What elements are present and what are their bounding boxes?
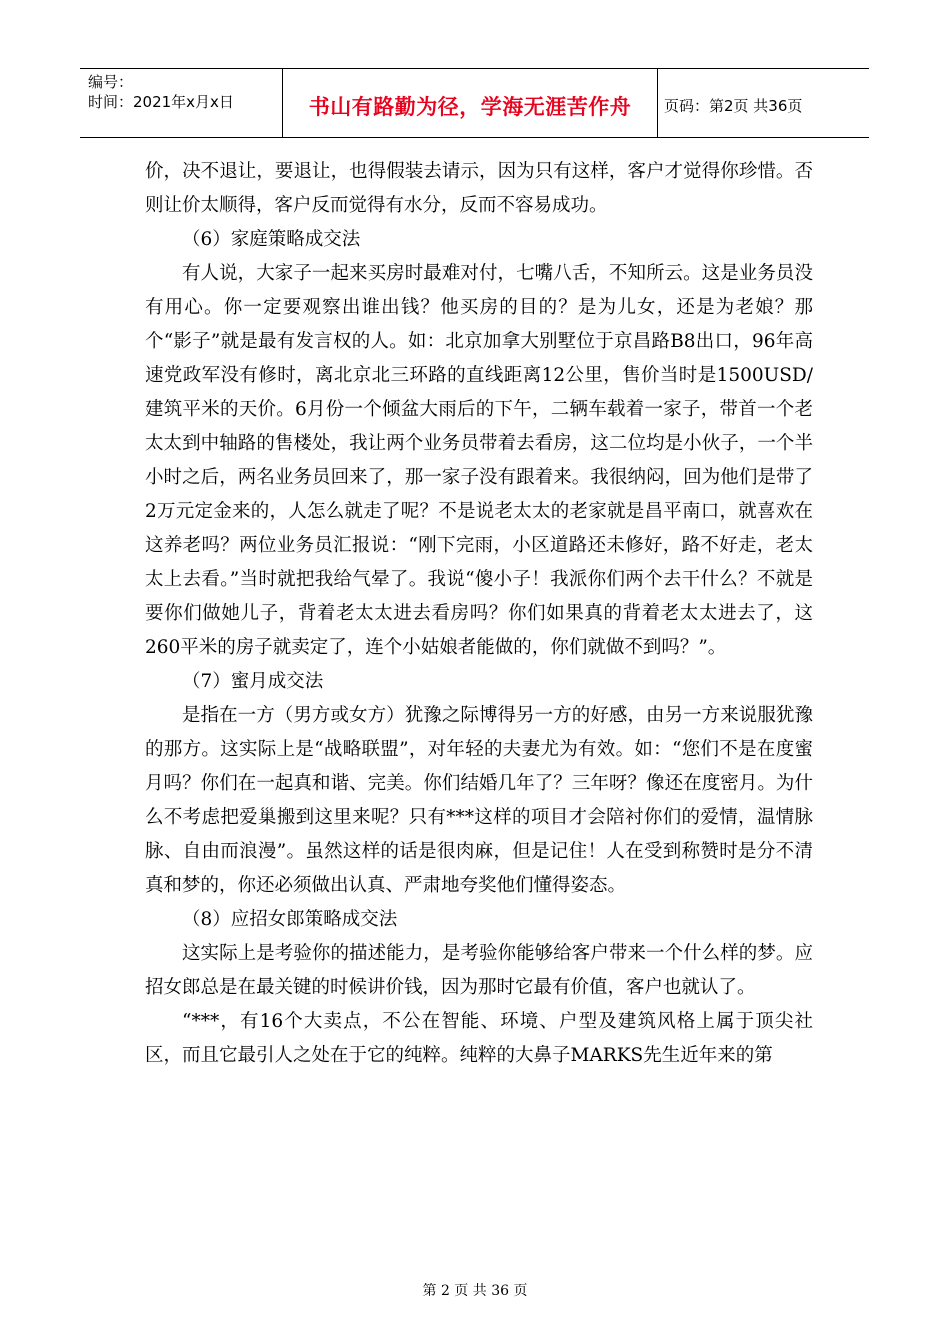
header-motto: 书山有路勤为径，学海无涯苦作舟 <box>308 95 632 119</box>
header-meta <box>80 69 283 137</box>
paragraph-quote: “***，有16个大卖点，不公在智能、环境、户型及建筑风格上属于顶尖社区，而且它最引人之处在于它的纯粹。纯粹的大鼻子MARKS先生近年来的第 <box>145 1011 813 1066</box>
section-heading-honeymoon: （7）蜜月成交法 <box>182 671 324 692</box>
header-page-info: 页码：第2页 共36页 <box>664 96 803 115</box>
document-date-label: 时间：2021年x月x日 <box>88 93 234 111</box>
paragraph-call-girl-strategy: 这实际上是考验你的描述能力，是考验你能够给客户带来一个什么样的梦。应招女郎总是在最关键的时候讲价钱，因为那时它最有价值，客户也就认了。 <box>145 943 813 998</box>
paragraph-continued: 价，决不退让，要退让，也得假装去请示，因为只有这样，客户才觉得你珍惜。否则让价太顺得，客户反而觉得有水分，反而不容易成功。 <box>145 161 813 216</box>
paragraph-honeymoon: 是指在一方（男方或女方）犹豫之际博得另一方的好感，由另一方来说服犹豫的那方。这实际上是“战略联盟”，对年轻的夫妻尤为有效。如：“您们不是在度蜜月吗？你们在一起真和谐、完美。你们结婚几年了？三年呀？像还在度密月。为什么不考虑把爱巢搬到这里来呢？只有***这样的项目才会陪衬你们的爱情，温情脉脉、自由而浪漫”。虽然这样的话是很肉麻，但是记住！人在受到称赞时是分不清真和梦的，你还必须做出认真、严肃地夸奖他们懂得姿态。 <box>145 705 813 896</box>
header-motto-cell <box>283 69 658 137</box>
header-page-info-cell <box>658 69 869 137</box>
page-header <box>80 68 869 138</box>
section-heading-family-strategy: （6）家庭策略成交法 <box>182 229 361 250</box>
paragraph-family-strategy: 有人说，大家子一起来买房时最难对付，七嘴八舌，不知所云。这是业务员没有用心。你一定要观察出谁出钱？他买房的目的？是为儿女，还是为老娘？那个“影子”就是最有发言权的人。如：北京加拿大别墅位于京昌路B8出口，96年高速党政军没有修时，离北京北三环路的直线距离12公里，售价当时是1500USD/建筑平米的天价。6月份一个倾盆大雨后的下午，二辆车载着一家子，带首一个老太太到中轴路的售楼处，我让两个业务员带着去看房，这二位均是小伙子，一个半小时之后，两名业务员回来了，那一家子没有跟着来。我很纳闷，回为他们是带了2万元定金来的，人怎么就走了呢？不是说老太太的老家就是昌平南口，就喜欢在这养老吗？两位业务员汇报说：“刚下完雨，小区道路还未修好，路不好走，老太太上去看。”当时就把我给气晕了。我说“傻小子！我派你们两个去干什么？不就是要你们做她儿子，背着老太太进去看房吗？你们如果真的背着老太太进去了，这260平米的房子就卖定了，连个小姑娘者能做的，你们就做不到吗？”。 <box>145 263 813 658</box>
section-heading-call-girl-strategy: （8）应招女郎策略成交法 <box>182 909 398 930</box>
document-number-label: 编号： <box>88 73 134 91</box>
page-footer: 第 2 页 共 36 页 <box>422 1283 528 1299</box>
document-body <box>145 155 813 1073</box>
